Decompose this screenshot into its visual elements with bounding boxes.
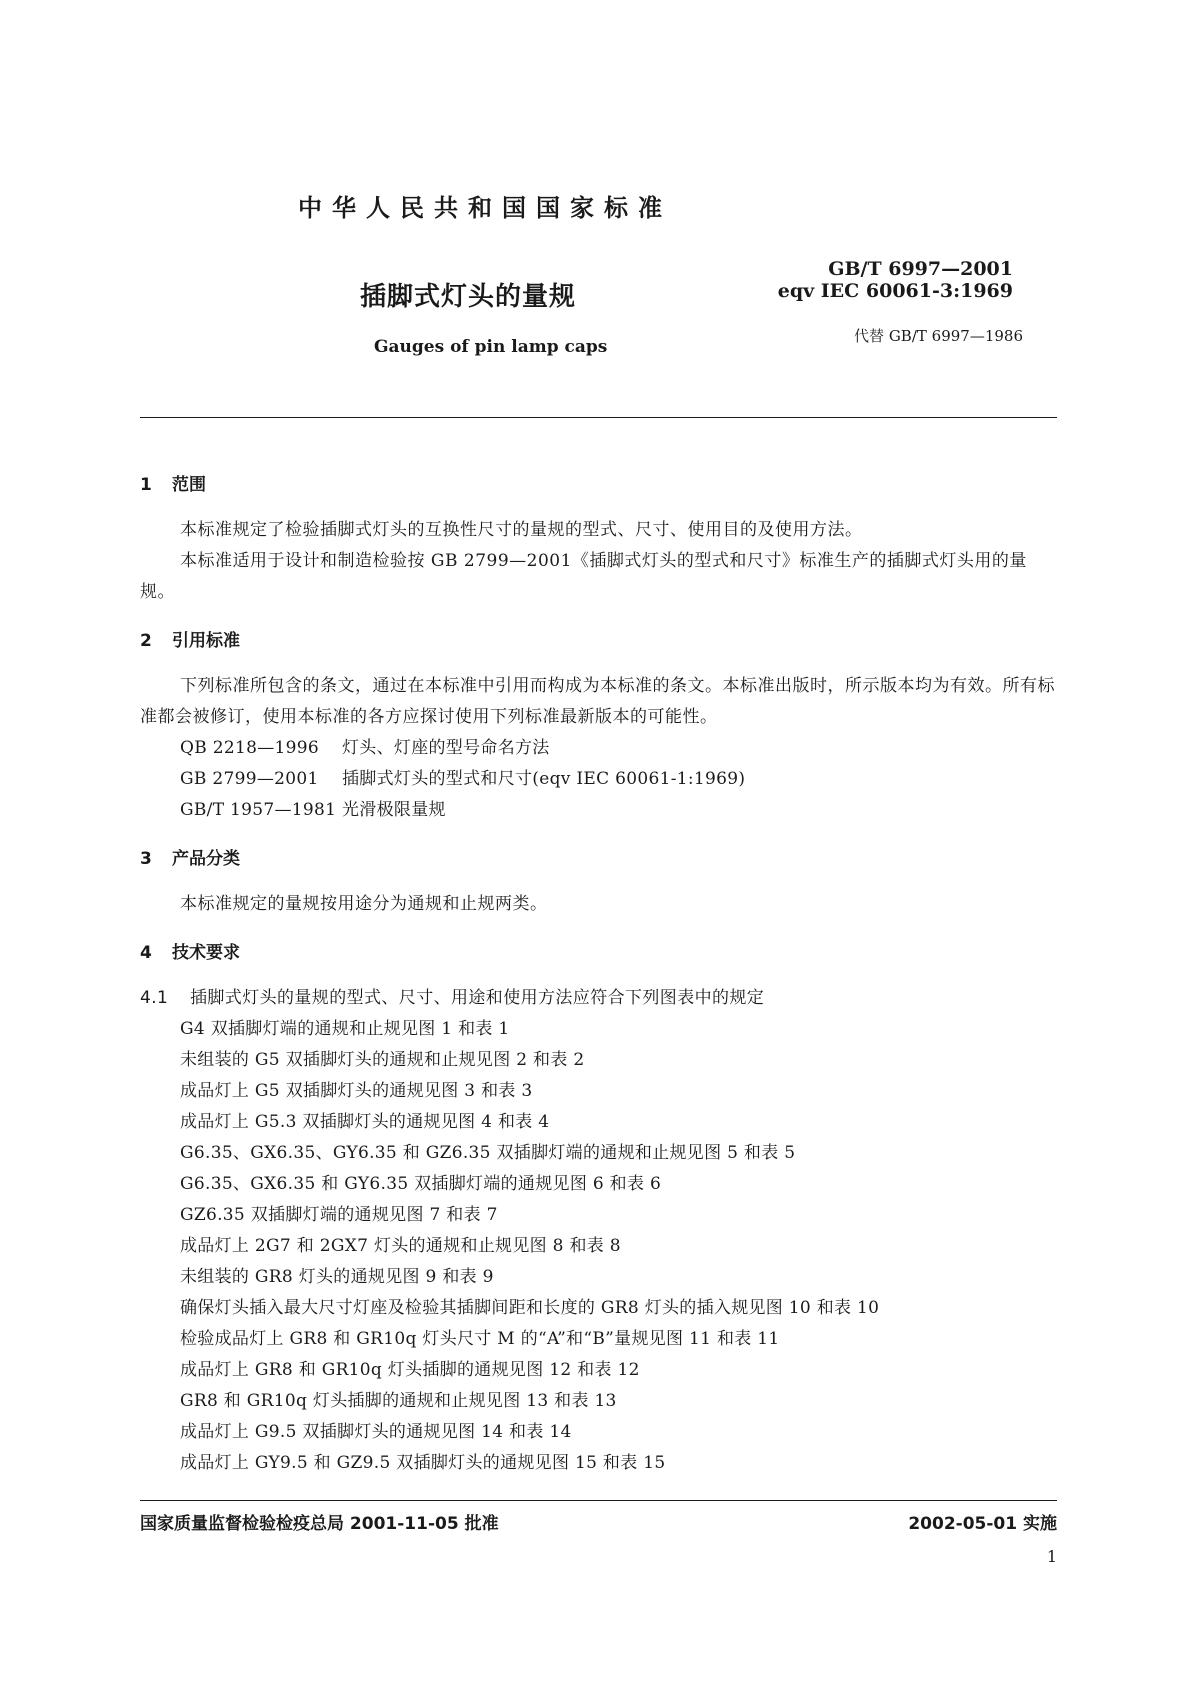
list-item: 确保灯头插入最大尺寸灯座及检验其插脚间距和长度的 GR8 灯头的插入规见图 10 和表 10 [180, 1298, 880, 1318]
list-item: 未组装的 G5 双插脚灯头的通规和止规见图 2 和表 2 [180, 1050, 585, 1070]
reference-item [140, 733, 1057, 764]
reference-item [140, 764, 1057, 795]
list-item: GZ6.35 双插脚灯端的通规见图 7 和表 7 [180, 1205, 498, 1225]
section-number: 2 [140, 631, 152, 651]
footer-divider [140, 1500, 1057, 1501]
document-title: 插脚式灯头的量规 [360, 282, 577, 312]
list-item: G4 双插脚灯端的通规和止规见图 1 和表 1 [180, 1019, 510, 1039]
list-item: GR8 和 GR10q 灯头插脚的通规和止规见图 13 和表 13 [180, 1391, 617, 1411]
effective-date: 2002-05-01 实施 [908, 1514, 1057, 1534]
section-title: 范围 [172, 475, 206, 495]
section-title: 技术要求 [172, 943, 240, 963]
subsection-title: 插脚式灯头的量规的型式、尺寸、用途和使用方法应符合下列图表中的规定 [190, 988, 765, 1008]
document-subtitle-english: Gauges of pin lamp caps [374, 337, 608, 357]
list-item: G6.35、GX6.35、GY6.35 和 GZ6.35 双插脚灯端的通规和止规见图 5 和表 5 [180, 1143, 796, 1163]
list-item: 成品灯上 GY9.5 和 GZ9.5 双插脚灯头的通规见图 15 和表 15 [180, 1453, 666, 1473]
section-number: 3 [140, 849, 152, 869]
issuing-country-heading: 中华人民共和国国家标准 [298, 194, 672, 222]
reference-title: 光滑极限量规 [342, 800, 446, 820]
list-item: G6.35、GX6.35 和 GY6.35 双插脚灯端的通规见图 6 和表 6 [180, 1174, 662, 1194]
subsection-number: 4.1 [140, 988, 169, 1008]
section-title: 产品分类 [172, 849, 240, 869]
reference-title: 灯头、灯座的型号命名方法 [342, 738, 550, 758]
section-heading-normative-references [140, 626, 1057, 657]
paragraph: 下列标准所包含的条文，通过在本标准中引用而构成为本标准的条文。本标准出版时，所示版本均为有效。所有标准都会被修订，使用本标准的各方应探讨使用下列标准最新版本的可能性。 [140, 676, 1055, 727]
list-item: 成品灯上 G9.5 双插脚灯头的通规见图 14 和表 14 [180, 1422, 572, 1442]
list-item: 成品灯上 G5.3 双插脚灯头的通规见图 4 和表 4 [180, 1112, 550, 1132]
paragraph: 本标准适用于设计和制造检验按 GB 2799—2001《插脚式灯头的型式和尺寸》标准生产的插脚式灯头用的量规。 [140, 551, 1027, 602]
paragraph: 本标准规定了检验插脚式灯头的互换性尺寸的量规的型式、尺寸、使用目的及使用方法。 [180, 520, 863, 540]
list-item: 未组装的 GR8 灯头的通规见图 9 和表 9 [180, 1267, 494, 1287]
section-number: 1 [140, 475, 152, 495]
header-divider [140, 417, 1057, 418]
list-item: 成品灯上 2G7 和 2GX7 灯头的通规和止规见图 8 和表 8 [180, 1236, 621, 1256]
reference-item [140, 795, 1057, 826]
section-heading-classification [140, 844, 1057, 875]
reference-code: QB 2218—1996 [180, 738, 319, 758]
list-item: 成品灯上 GR8 和 GR10q 灯头插脚的通规见图 12 和表 12 [180, 1360, 640, 1380]
section-heading-technical-requirements [140, 938, 1057, 969]
standard-equivalence: eqv IEC 60061-3:1969 [777, 280, 1013, 302]
section-heading-scope [140, 470, 1057, 501]
section-number: 4 [140, 943, 152, 963]
subsection-heading [140, 983, 1057, 1014]
document-body [140, 470, 1057, 1479]
reference-code: GB/T 1957—1981 [180, 800, 337, 820]
section-title: 引用标准 [172, 631, 240, 651]
paragraph: 本标准规定的量规按用途分为通规和止规两类。 [180, 894, 548, 914]
reference-code: GB 2799—2001 [180, 769, 319, 789]
list-item: 检验成品灯上 GR8 和 GR10q 灯头尺寸 M 的“A”和“B”量规见图 11 和表 11 [180, 1329, 780, 1349]
approval-statement: 国家质量监督检验检疫总局 2001-11-05 批准 [140, 1514, 499, 1534]
reference-title: 插脚式灯头的型式和尺寸(eqv IEC 60061-1:1969) [342, 769, 746, 789]
list-item: 成品灯上 G5 双插脚灯头的通规见图 3 和表 3 [180, 1081, 533, 1101]
replaced-standard: 代替 GB/T 6997—1986 [854, 327, 1023, 345]
standard-number: GB/T 6997—2001 [828, 258, 1013, 280]
page-number: 1 [1046, 1547, 1057, 1566]
